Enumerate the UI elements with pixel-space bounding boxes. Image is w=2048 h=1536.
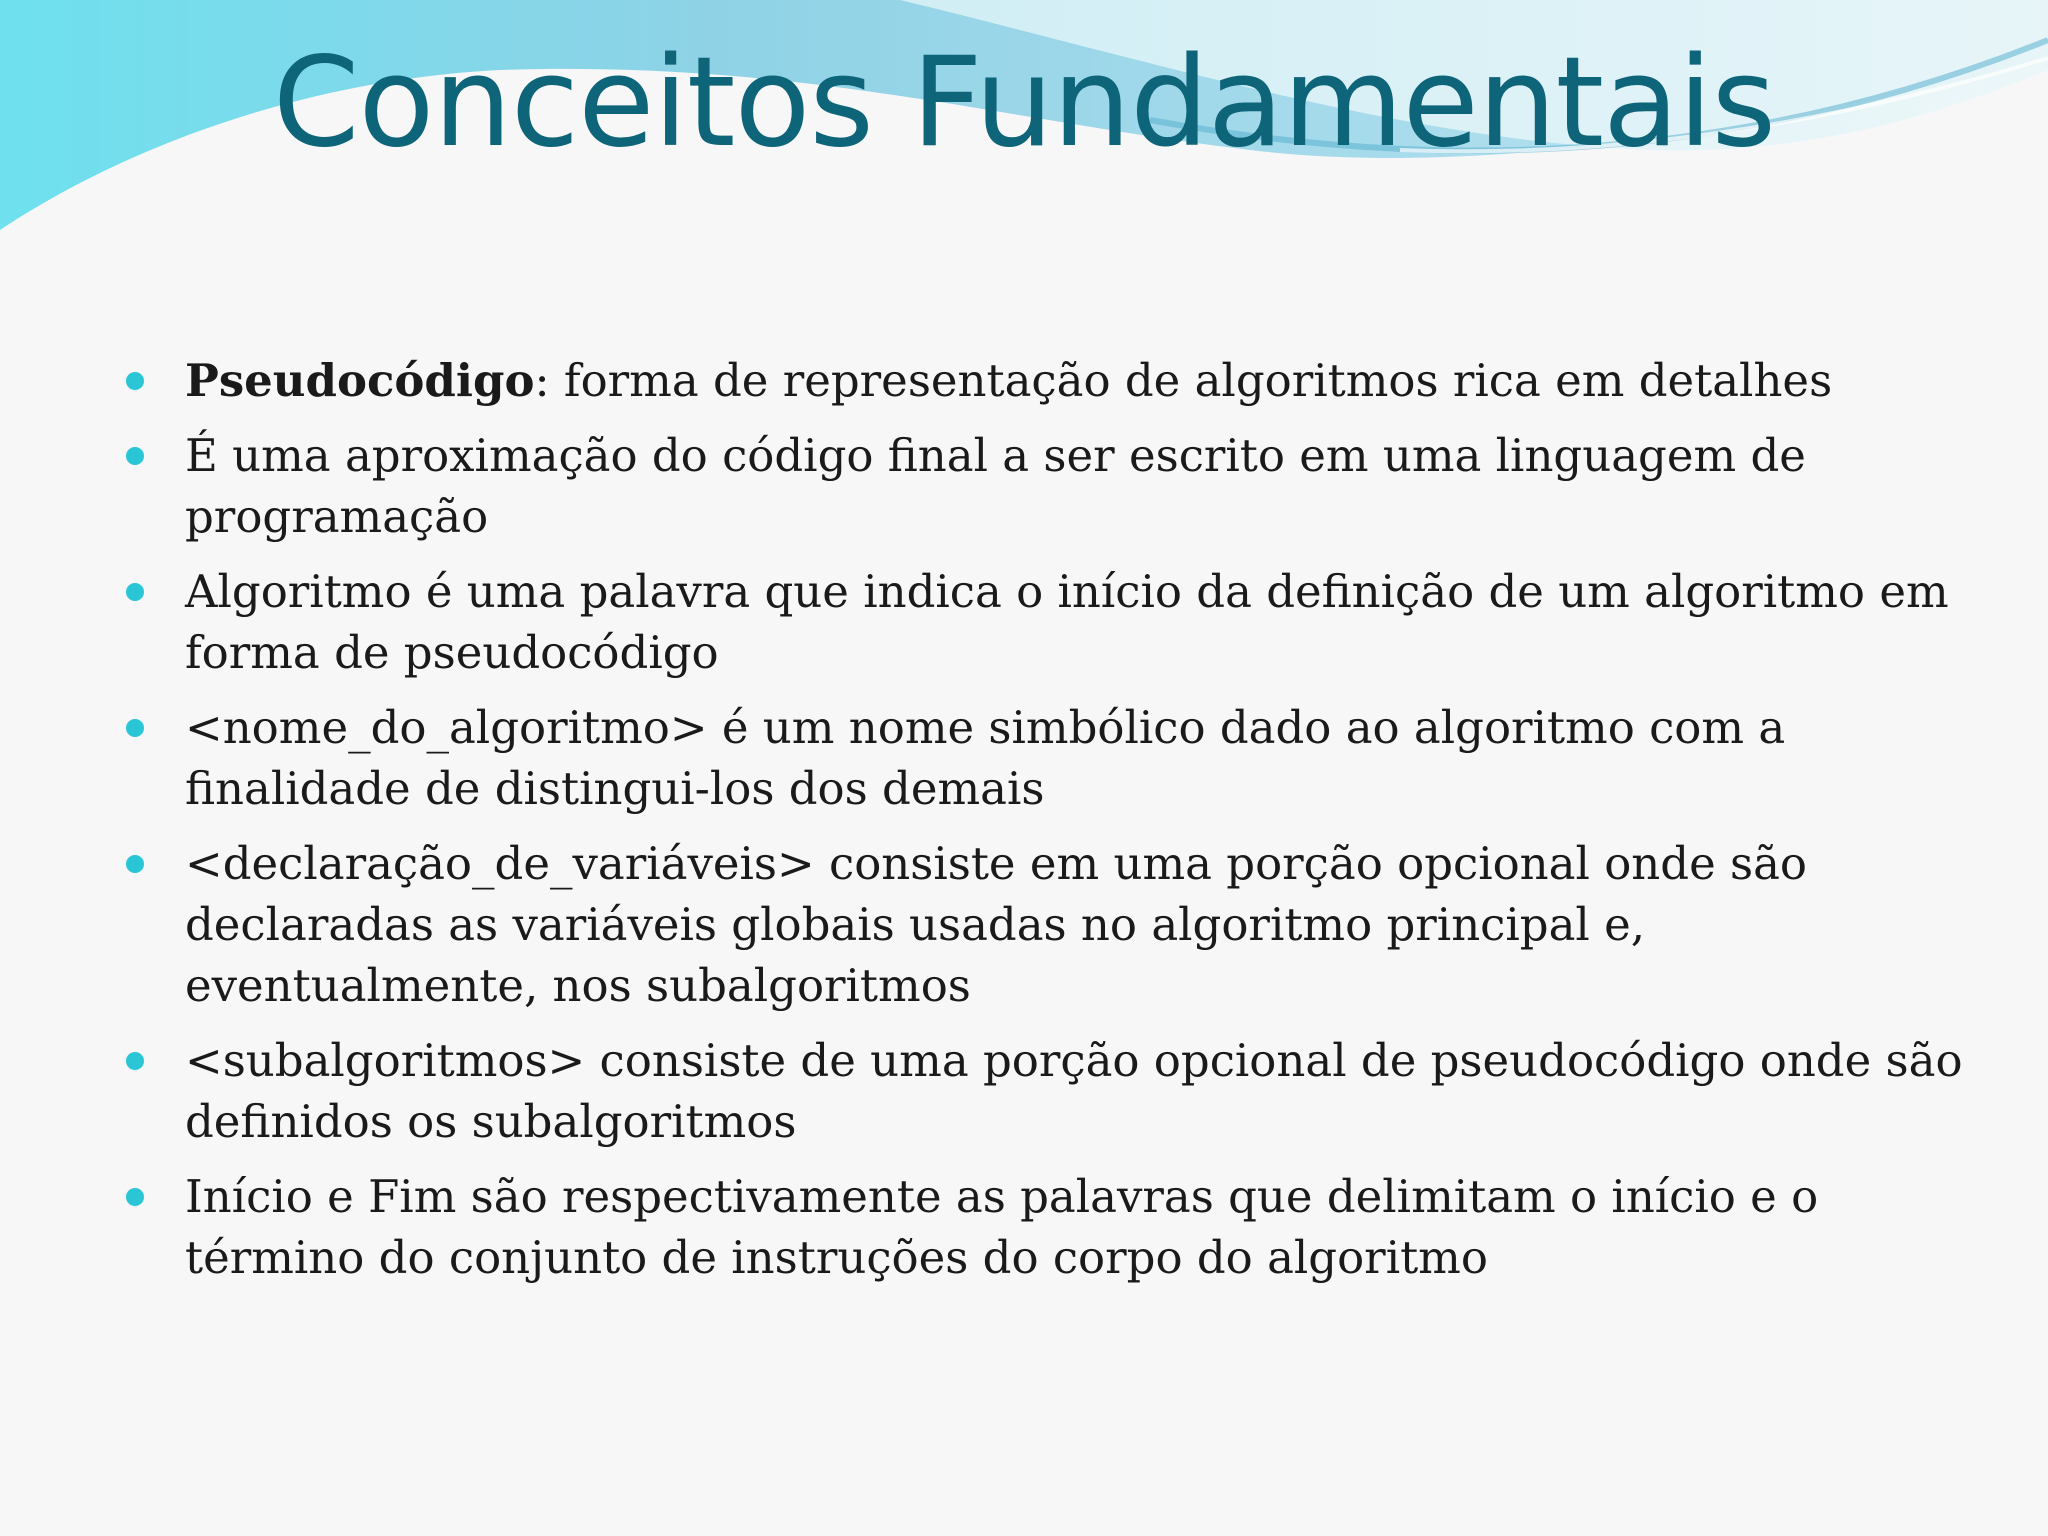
slide-title: Conceitos Fundamentais	[272, 31, 1776, 175]
bullet-dot-icon	[126, 855, 144, 873]
bullet-list	[126, 350, 1996, 1302]
bullet-item	[126, 697, 1996, 819]
bullet-text: Algoritmo é uma palavra que indica o início da definição de um algoritmo em forma de pseudocódigo	[185, 565, 1949, 679]
bullet-dot-icon	[126, 447, 144, 465]
bullet-item	[126, 1030, 1996, 1152]
bullet-dot-icon	[126, 719, 144, 737]
bullet-text: <declaração_de_variáveis> consiste em uma porção opcional onde são declaradas as variáveis globais usadas no algoritmo principal e, eventualmente, nos subalgoritmos	[185, 837, 1808, 1012]
bullet-text: <nome_do_algoritmo> é um nome simbólico dado ao algoritmo com a finalidade de distingui-los dos demais	[185, 701, 1786, 815]
bullet-item	[126, 561, 1996, 683]
bullet-text: Início e Fim são respectivamente as palavras que delimitam o início e o término do conjunto de instruções do corpo do algoritmo	[185, 1170, 1819, 1284]
bullet-text: : forma de representação de algoritmos rica em detalhes	[534, 354, 1833, 407]
bullet-dot-icon	[126, 372, 144, 390]
bullet-dot-icon	[126, 1052, 144, 1070]
bullet-term: Pseudocódigo	[185, 354, 535, 407]
bullet-item	[126, 1166, 1996, 1288]
bullet-item	[126, 350, 1996, 411]
bullet-dot-icon	[126, 1188, 144, 1206]
bullet-dot-icon	[126, 583, 144, 601]
bullet-item	[126, 425, 1996, 547]
bullet-text: <subalgoritmos> consiste de uma porção opcional de pseudocódigo onde são definidos os subalgoritmos	[185, 1034, 1963, 1148]
bullet-item	[126, 833, 1996, 1016]
bullet-text: É uma aproximação do código final a ser escrito em uma linguagem de programação	[185, 429, 1806, 543]
